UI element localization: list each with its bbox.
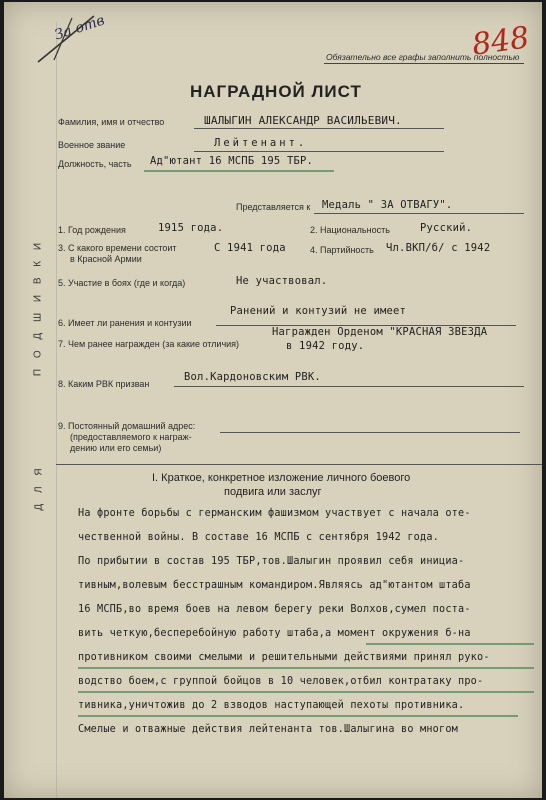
previous-awards-label: 7. Чем ранее награжден (за какие отличия): [58, 339, 240, 349]
green-underline-post: [144, 170, 334, 172]
rvk-rule: [174, 386, 524, 387]
red-handwritten-number: 848: [469, 20, 532, 63]
party-label: 4. Партийность: [310, 245, 374, 255]
wounds-label: 6. Имеет ли ранения и контузии: [58, 318, 192, 328]
army-label-2: в Красной Армии: [70, 254, 142, 264]
address-label-1: 9. Постоянный домашний адрес:: [58, 421, 196, 431]
left-margin-line: [56, 22, 57, 798]
name-label: Фамилия, имя и отчество: [58, 117, 165, 127]
section-divider: [56, 464, 542, 465]
rank-value: Лейтенант.: [214, 137, 308, 149]
birth-label: 1. Год рождения: [58, 225, 126, 235]
address-rule: [220, 432, 520, 433]
green-underline: [366, 643, 534, 645]
army-value: С 1941 года: [214, 242, 286, 254]
award-value: Медаль " ЗА ОТВАГУ".: [322, 199, 453, 211]
narrative-line: тивника,уничтожив до 2 взводов наступающей пехоты противника.: [78, 700, 465, 711]
section-heading-1: I. Краткое, конкретное изложение личного боевого: [152, 472, 411, 484]
side-text-dlya: Д Л Я: [33, 464, 45, 511]
army-label: 3. С какого времени состоит: [58, 243, 177, 253]
rvk-value: Вол.Кардоновским РВК.: [184, 371, 321, 383]
award-rule: [314, 213, 524, 214]
previous-awards-value-2: в 1942 году.: [286, 340, 365, 352]
award-sheet: [4, 2, 542, 798]
green-underline: [78, 691, 534, 693]
narrative-line: тивным,волевым бесстрашным командиром.Являясь ад"ютантом штаба: [78, 580, 471, 591]
narrative-line: чественной войны. В составе 16 МСПБ с сентября 1942 года.: [78, 532, 440, 543]
wounds-value: Ранений и контузий не имеет: [230, 305, 407, 317]
green-underline: [78, 715, 518, 717]
battles-label: 5. Участие в боях (где и когда): [58, 278, 186, 288]
narrative-line: Смелые и отважные действия лейтенанта тов.Шалыгина во многом: [78, 724, 459, 735]
side-text-podshivki: П О Д Ш И В К И: [32, 238, 44, 377]
narrative-line: По прибытии в состав 195 ТБР,тов.Шалыгин проявил себя инициа-: [78, 556, 465, 567]
previous-awards-value-1: Награжден Орденом "КРАСНАЯ ЗВЕЗДА: [272, 326, 488, 338]
narrative-line: водство боем,с группой бойцов в 10 человек,отбил контратаку про-: [78, 676, 484, 687]
section-heading-2: подвига или заслуг: [224, 486, 322, 498]
nation-value: Русский.: [420, 222, 473, 234]
post-value: Ад"ютант 16 МСПБ 195 ТБР.: [150, 155, 314, 167]
narrative-line: 16 МСПБ,во время боев на левом берегу реки Волхов,сумел поста-: [78, 604, 471, 615]
corner-strike-marks: [34, 10, 104, 70]
award-label: Представляется к: [236, 202, 311, 212]
rank-label: Военное звание: [58, 140, 126, 150]
narrative-line: противником своими смелыми и решительными действиями принял руко-: [78, 652, 490, 663]
battles-value: Не участвовал.: [236, 275, 328, 287]
narrative-line: На фронте борьбы с германским фашизмом участвует с начала оте-: [78, 508, 471, 519]
green-underline: [78, 667, 534, 669]
name-value: ШАЛЫГИН АЛЕКСАНДР ВАСИЛЬЕВИЧ.: [204, 114, 402, 127]
corner-handwriting: За отв: [52, 12, 107, 44]
rvk-label: 8. Каким РВК призван: [58, 379, 150, 389]
notice-rule: [324, 63, 524, 64]
nation-label: 2. Национальность: [310, 225, 390, 235]
address-label-2: (предоставляемого к награж-: [70, 432, 192, 442]
party-value: Чл.ВКП/б/ с 1942: [386, 242, 491, 254]
notice-text: Обязательно все графы заполнить полностью: [326, 52, 520, 62]
name-rule: [194, 128, 444, 129]
post-label: Должность, часть: [58, 159, 132, 169]
page-title: НАГРАДНОЙ ЛИСТ: [190, 82, 362, 101]
rank-rule: [194, 151, 444, 152]
narrative-line: вить четкую,бесперебойную работу штаба,а момент окружения б-на: [78, 628, 471, 639]
address-label-3: дению или его семьи): [70, 443, 162, 453]
birth-value: 1915 года.: [158, 222, 224, 234]
